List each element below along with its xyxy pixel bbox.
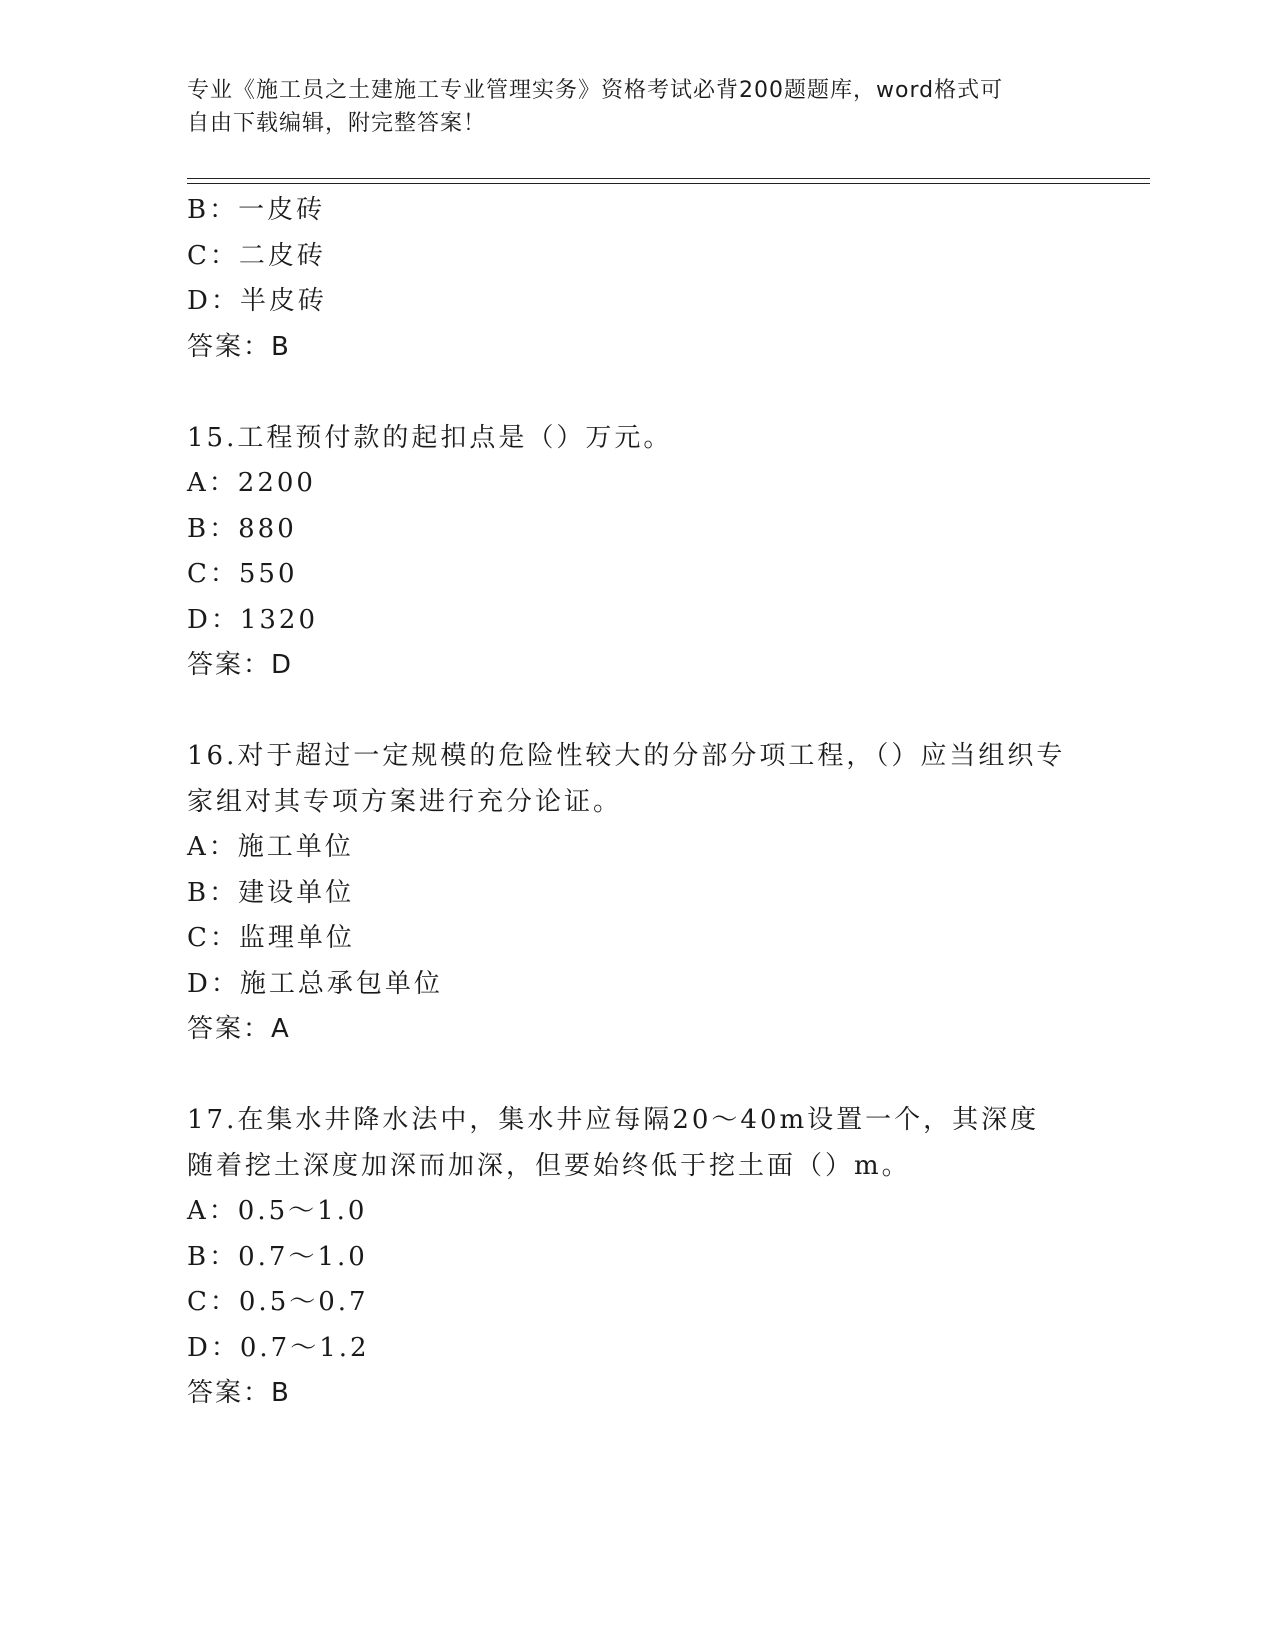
option-c: C：二皮砖 bbox=[187, 240, 326, 271]
option-d: D：1320 bbox=[187, 604, 319, 635]
option-b: B：0.7～1.0 bbox=[187, 1241, 368, 1272]
option-c: C：监理单位 bbox=[187, 923, 355, 953]
header-line-1: 专业《施工员之土建施工专业管理实务》资格考试必背200题题库，word格式可 bbox=[187, 78, 1004, 103]
question-text: 17.在集水井降水法中，集水井应每隔20～40m设置一个，其深度随着挖土深度加深而加深，但要始终低于挖土面（）m。 bbox=[187, 1105, 1040, 1181]
question-16 bbox=[187, 734, 1087, 1053]
option-d: D：0.7～1.2 bbox=[187, 1332, 370, 1363]
answer: 答案：A bbox=[187, 1014, 291, 1044]
option-d: D：施工总承包单位 bbox=[187, 968, 443, 999]
option-a: A：施工单位 bbox=[187, 832, 354, 862]
option-a: A：0.5～1.0 bbox=[187, 1196, 368, 1226]
document-header bbox=[187, 74, 1067, 140]
question-text: 16.对于超过一定规模的危险性较大的分部分项工程，（）应当组织专家组对其专项方案进行充分论证。 bbox=[187, 741, 1066, 817]
header-divider-top bbox=[187, 178, 1150, 179]
header-divider-bottom bbox=[187, 183, 1150, 184]
option-b: B：一皮砖 bbox=[187, 195, 326, 225]
question-14-continued bbox=[187, 188, 1087, 370]
question-15 bbox=[187, 416, 1087, 689]
option-d: D：半皮砖 bbox=[187, 286, 327, 316]
question-17 bbox=[187, 1098, 1087, 1417]
option-b: B：880 bbox=[187, 513, 297, 544]
option-c: C：550 bbox=[187, 559, 298, 589]
option-a: A：2200 bbox=[187, 468, 316, 498]
question-text: 15.工程预付款的起扣点是（）万元。 bbox=[187, 422, 673, 453]
header-line-2: 自由下载编辑，附完整答案！ bbox=[187, 111, 487, 136]
answer: 答案：B bbox=[187, 1378, 291, 1408]
question-list bbox=[187, 188, 1087, 1417]
answer: 答案：D bbox=[187, 650, 294, 680]
option-b: B：建设单位 bbox=[187, 877, 355, 908]
answer: 答案：B bbox=[187, 331, 291, 362]
option-c: C：0.5～0.7 bbox=[187, 1287, 369, 1317]
